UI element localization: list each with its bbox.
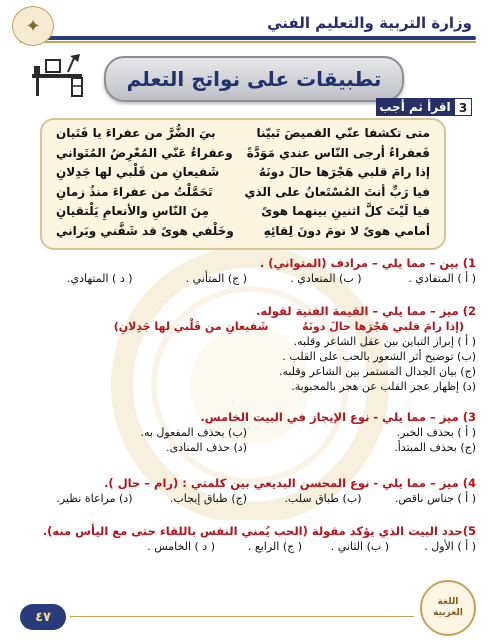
question-title: 5)حدد البيت الذي يؤكد مقولة (الحب يُمني النفس باللقاء حتى مع اليأس منه). <box>42 524 476 538</box>
poem-verse <box>42 185 444 205</box>
option-b[interactable]: (ب) طباق سلب. <box>284 492 362 505</box>
option-b[interactable]: ( ب) الثاني . <box>330 540 389 553</box>
poem-verse <box>42 204 444 224</box>
eagle-emblem-icon: ✦ <box>12 6 54 46</box>
footer-divider <box>70 616 414 617</box>
option-c[interactable]: ( ج) المتأني . <box>185 272 247 285</box>
question-title: 4) ميز – مما يلي - نوع المحسن البديعي بين كلمتي : (رام – حال ). <box>104 476 476 490</box>
option-d[interactable]: ( د ) المتهادي. <box>67 272 133 285</box>
option-c[interactable]: (ج) طباق إيجاب. <box>169 492 247 505</box>
question-1 <box>18 256 476 287</box>
options-row <box>18 540 476 555</box>
page-title: تطبيقات على نواتج التعلم <box>126 67 382 91</box>
verse-second-hemistich: وخَلْفي هوىً قد شَفَّني وبَراني <box>56 223 234 238</box>
poem-verse <box>42 126 444 146</box>
verse-second-hemistich: وعفراءُ عَنّي المُعْرِضُ المُتَواني <box>56 145 233 160</box>
question-title: 1) بين – مما يلي – مرادف (المتواني) . <box>259 256 476 270</box>
arabic-logo-icon <box>420 580 476 636</box>
section-instruction: اقرأ ثم أجب <box>379 100 451 114</box>
logo-text: اللغة العربية <box>433 597 463 618</box>
verse-first-hemistich: إذا رامَ قلبي هَجْرَها حالَ دونَهُ <box>258 165 430 180</box>
option-a[interactable]: ( أ ) إبراز التباين بين عقل الشاعر وقلبه. <box>293 335 476 348</box>
question-title: 2) ميز – مما يلي – القيمة الفنية لقوله. <box>256 304 476 318</box>
option-c[interactable]: (ج) بحذف المبتدأ. <box>394 441 476 454</box>
verse-second-hemistich: مِنَ النّاسِ والأنعامِ يَلْتقيانِ <box>56 204 210 219</box>
option-a[interactable]: ( أ ) المتفادي . <box>408 272 476 285</box>
options-row <box>18 272 476 287</box>
option-d[interactable]: (د) مراعاة نظير. <box>56 492 133 505</box>
verse-first-hemistich: متى تكشفا عنّي القميصَ تَبيّنا <box>256 126 430 140</box>
quoted-second-hemistich: شَفيعانِ من قَلْبي لها جَدِلانِ) <box>113 320 269 333</box>
option-b[interactable]: (ب) بحذف المفعول به. <box>140 426 247 439</box>
options-row <box>18 426 476 441</box>
verse-second-hemistich: تَحَمَّلْتُ من عفراءَ منذُ زمانِ <box>56 184 213 199</box>
question-title: 3) ميز – مما يلي - نوع الإيجاز في البيت الخامس. <box>200 410 476 424</box>
section-number: 3 <box>454 98 472 116</box>
question-5 <box>18 524 476 555</box>
poem-verse <box>42 165 444 185</box>
option-c[interactable]: (ج) بيان الجدال المستمر بين الشاعر وقلبه. <box>278 365 476 378</box>
option-a[interactable]: ( أ ) بحذف الخبر. <box>396 426 476 439</box>
header-divider <box>20 36 476 40</box>
option-a[interactable]: ( أ ) جناس ناقص. <box>394 492 476 505</box>
question-3 <box>18 410 476 456</box>
verse-first-hemistich: فيا رَبِّ أنتَ المُسْتَعانُ على الذي <box>244 184 430 199</box>
question-4 <box>18 476 476 507</box>
desk-icon <box>28 50 88 98</box>
option-c[interactable]: ( ج) الرابع . <box>247 540 302 553</box>
options-row <box>18 492 476 507</box>
verse-first-hemistich: فيا لَيْتَ كلَّ اثنينِ بينهما هوىً <box>261 204 430 219</box>
options-row <box>18 441 476 456</box>
option-a[interactable]: ( أ ) الأول . <box>424 540 476 553</box>
quoted-first-hemistich: (إذا رامَ قلبي هَجْرَها حالَ دونَهُ <box>302 320 464 333</box>
verse-second-hemistich: بيَ الضُّرَّ من عفراءَ يا فَتَيان <box>56 126 216 140</box>
option-d[interactable]: (د) حذف المنادى. <box>166 441 247 454</box>
page-number: ٤٧ <box>20 604 66 630</box>
section-label <box>376 98 472 116</box>
option-d[interactable]: (د) إظهار عجز القلب عن هجر بالمحبوبة. <box>291 380 476 393</box>
poem-verse <box>42 146 444 166</box>
header-divider-gold <box>20 41 476 43</box>
option-d[interactable]: ( د ) الخامس . <box>147 540 215 553</box>
poem-box <box>40 118 446 250</box>
verse-first-hemistich: أمامي هوىً لا نومَ دونَ لِقائِهِ <box>263 223 430 238</box>
title-banner <box>104 56 404 102</box>
quoted-verse <box>18 320 476 335</box>
poem-verses <box>42 126 444 244</box>
poem-verse <box>42 224 444 244</box>
question-2 <box>18 304 476 395</box>
option-b[interactable]: (ب) توضيح أثر الشعور بالحب على القلب . <box>282 350 476 363</box>
verse-first-hemistich: فَعفراءُ أرجى النّاس عندي مَوَدَّةً <box>246 145 430 160</box>
ministry-name: وزارة التربية والتعليم الفني <box>267 14 472 32</box>
option-b[interactable]: ( ب) المتعادي . <box>290 272 362 285</box>
verse-second-hemistich: شَفيعانِ من قَلْبي لها جَدِلانِ <box>56 165 220 180</box>
